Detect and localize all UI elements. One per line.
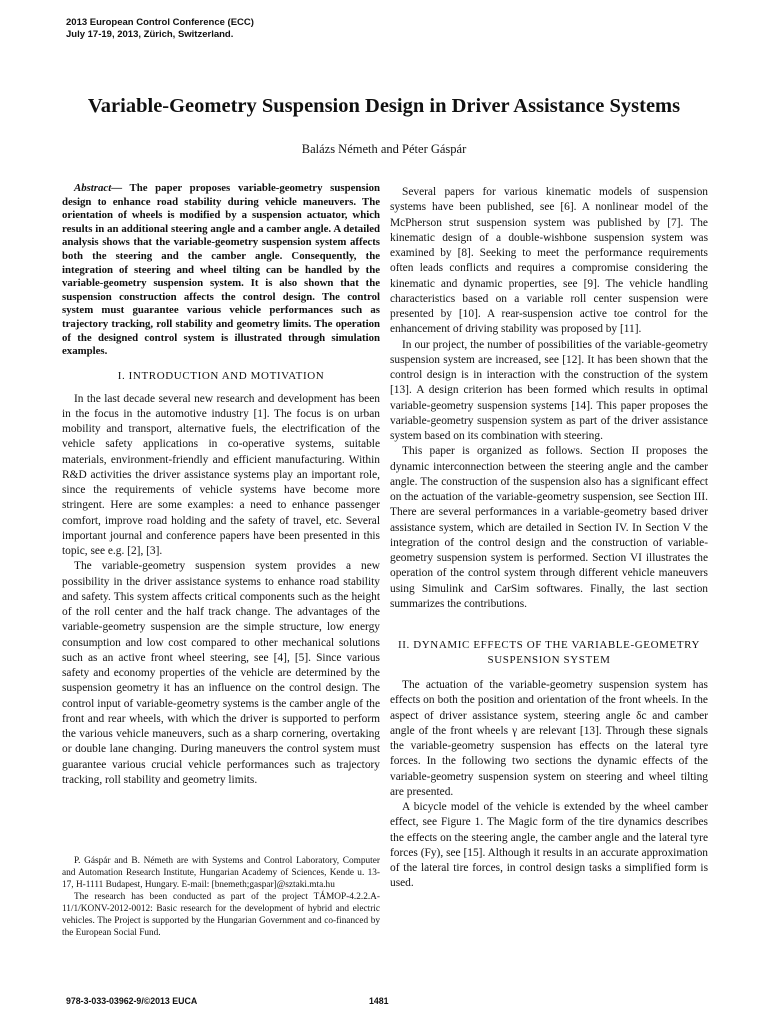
section-2-heading bbox=[390, 638, 708, 668]
conference-date-location: July 17-19, 2013, Zürich, Switzerland. bbox=[66, 29, 234, 40]
paragraph: In the last decade several new research and development has been in the focus in the automotive industry [1]. The focus is on urban mobility and transport, alternative fuels, the electrification of the vehicle safety applications in co-operative systems, suitable materials, environment-friendly and efficient manufacturing. Within R&D activities the driver assistance systems play an important role, since the requirements of vehicle systems have become more stringent. Here are some examples: a need to enhance passenger comfort, improve road holding and the safety of travel, etc. Several important journal and conference papers have been presented in this topic, see e.g. [2], [3]. bbox=[62, 392, 380, 558]
abstract bbox=[62, 182, 380, 359]
footnote-affiliation: P. Gáspár and B. Németh are with Systems and Control Laboratory, Computer and Automation Research Institute, Hungarian Academy of Sciences, Kende u. 13-17, H-1111 Budapest, Hungary. E-mail: [bnemeth;gaspar]@sztaki.mta.hu bbox=[62, 856, 380, 890]
section-1-heading: I. INTRODUCTION AND MOTIVATION bbox=[117, 369, 325, 382]
left-column bbox=[62, 182, 380, 788]
paper-title: Variable-Geometry Suspension Design in Driver Assistance Systems bbox=[87, 95, 681, 117]
right-column bbox=[390, 185, 708, 892]
paragraph: The variable-geometry suspension system provides a new possibility in the driver assistance systems to enhance road stability and safety. This system affects critical components such as the height of the roll center and the half track change. The advantages of the variable-geometry suspension are the simple structure, low energy consumption and low cost compared to other mechanical solutions such as an active front wheel steering, see [4], [5]. Since various safety and economy properties of the vehicle are determined by the suspension geometry it has an influence on the control design. The control input of variable-geometry systems is the camber angle of the front and rear wheels, with which the driver is supported to perform the various vehicle maneuvers, such as a sharp cornering, overtaking or double lane changing. During maneuvers the control system must guarantee various crucial vehicle performances such as trajectory tracking, roll stability and geometry limits. bbox=[62, 560, 380, 786]
paragraph: Several papers for various kinematic models of suspension systems have been published, see [6]. A nonlinear model of the McPherson strut suspension system was published by [7]. The kinematic design of a double-wishbone suspension system was examined by [8]. Seeking to meet the performance requirements often leads conflicts and requires a compromise considering the kinematic and dynamic properties, see [9]. The vehicle handling characteristics based on a variable roll center suspension were presented by [10]. A rear-suspension active toe control for the enhancement of driving stability was proposed by [11]. bbox=[390, 186, 708, 336]
conference-header bbox=[66, 17, 254, 41]
paragraph: A bicycle model of the vehicle is extended by the wheel camber effect, see Figure 1. The Magic form of the tire dynamics describes the effects on the steering angle, the camber angle and the lateral tyre forces (Fy), see [15]. Although it results in an accurate approximation of the lateral tire forces, in control design tasks a simplified form is used. bbox=[390, 801, 708, 890]
paragraph: The actuation of the variable-geometry suspension system has effects on both the position and orientation of the front wheels. In the aspect of driver assistance system, steering angle δc and camber angle of the front wheels γ are relevant [13]. Through these signals the variable-geometry suspension has effects on the lateral tyre forces. In the following two sections the dynamic effects of the variable-geometry suspension system on steering and wheel tilting are presented. bbox=[390, 679, 708, 798]
paragraph: This paper is organized as follows. Section II proposes the dynamic interconnection between the steering angle and the camber angle. The construction of the suspension also has a significant effect on the actuation of the variable-geometry suspension, see Section III. There are several performances in a variable-geometry based driver assistance system, which are detailed in Section IV. In Section V the integration of the control design and the construction of variable-geometry suspension system is performed. Section VI illustrates the operation of the control system through different vehicle maneuvers using Simulink and CarSim softwares. Finally, the last section summarizes the contributions. bbox=[390, 445, 708, 610]
abstract-label: Abstract bbox=[74, 182, 112, 194]
page-number: 1481 bbox=[369, 996, 389, 1006]
section-2-heading-line2: SUSPENSION SYSTEM bbox=[487, 654, 611, 666]
footer-isbn: 978-3-033-03962-9/©2013 EUCA bbox=[66, 996, 198, 1006]
paper-authors: Balázs Németh and Péter Gáspár bbox=[301, 142, 467, 156]
footnote-funding: The research has been conducted as part of the project TÁMOP-4.2.2.A-11/1/KONV-2012-0012: Basic research for the development of hybrid and electric vehicles. The Project is supported by the Hungarian Government and co-financed by the European Social Fund. bbox=[62, 892, 380, 938]
conference-name: 2013 European Control Conference (ECC) bbox=[66, 17, 254, 28]
footnotes bbox=[62, 855, 380, 939]
section-2-heading-line1: II. DYNAMIC EFFECTS OF THE VARIABLE-GEOMETRY bbox=[397, 639, 701, 651]
abstract-text: — The paper proposes variable-geometry suspension design to enhance road stability during vehicle maneuvers. The orientation of wheels is modified by a suspension actuator, which results in an additional steering angle and a camber angle. A detailed analysis shows that the variable-geometry suspension system affects both the steering and the camber angle. Consequently, the integration of steering and wheel tilting can be handled by the variable-geometry suspension system. It is also shown that the suspension construction affects the control design. The control system must guarantee various vehicle performances such as trajectory tracking, roll stability and geometry limits. The operation of the designed control system is illustrated through simulation examples. bbox=[62, 182, 380, 358]
paragraph: In our project, the number of possibilities of the variable-geometry suspension system are increased, see [12]. It has been shown that the control design is in interaction with the construction of the system [13]. A design criterion has been formed which results in optimal variable-geometry suspension systems [14]. This paper proposes the variable-geometry suspension system as part of the driver assistance system based on its combination with steering. bbox=[390, 338, 708, 442]
